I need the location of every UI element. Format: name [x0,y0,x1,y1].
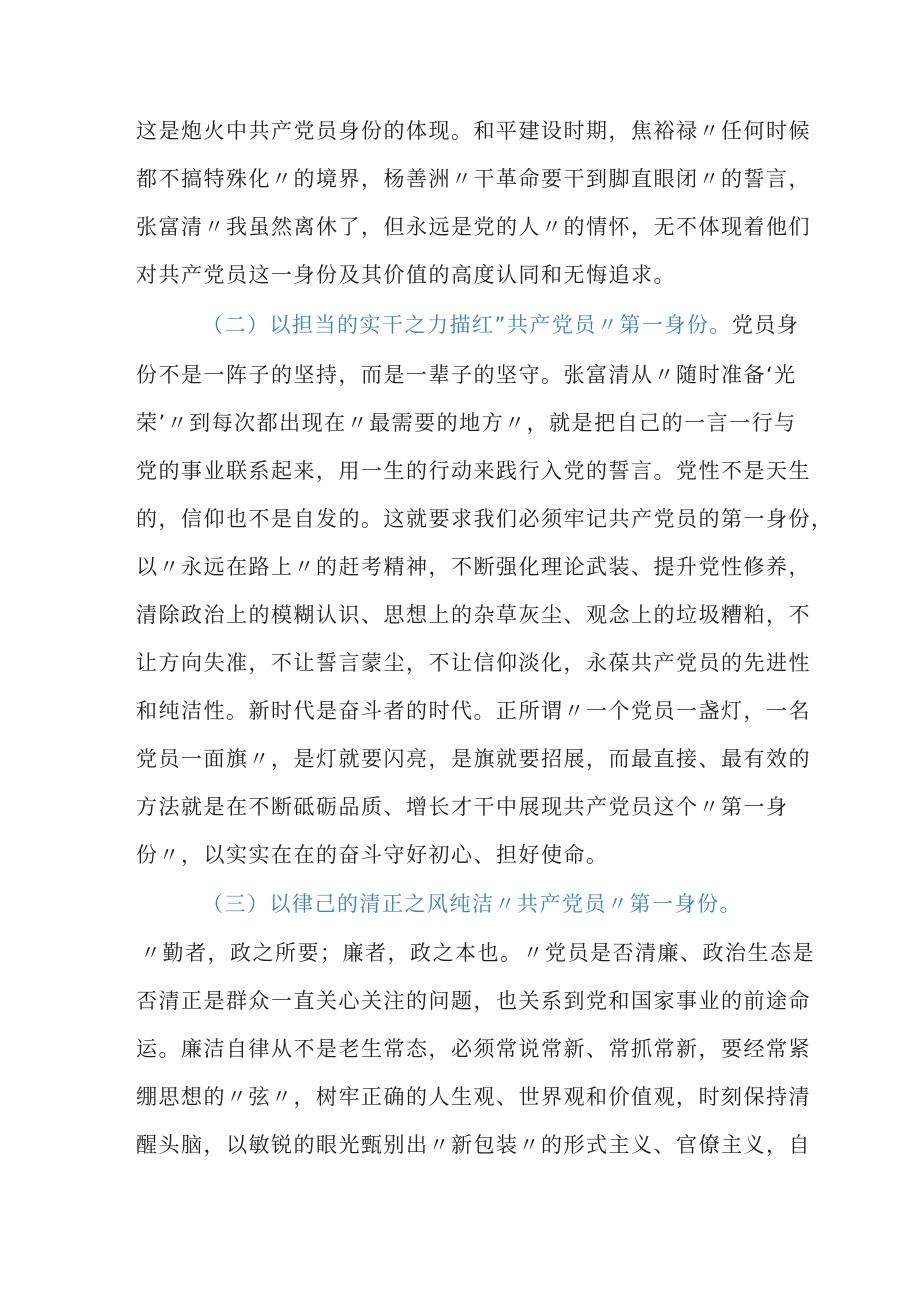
section-heading-two: （二）以担当的实干之力描红”共产党员〃第一身份。 [202,313,732,337]
section-heading-line [202,310,799,340]
text-line: 这是炮火中共产党员身份的体现。和平建设时期，焦裕禄〃任何时候 [136,119,811,143]
text-line: 党的事业联系起来，用一生的行动来践行入党的誓言。党性不是天生 [136,459,811,483]
text-line: 清除政治上的模糊认识、思想上的杂草灰尘、观念上的垃圾糟粕，不 [136,603,811,627]
text-line: 方法就是在不断砥砺品质、增长才干中展现共产党员这个〃第一身 [136,795,789,819]
text-line: 对共产党员这一身份及其价值的高度认同和无悔追求。 [136,263,676,287]
text-line: 都不搞特殊化〃的境界，杨善洲〃干革命要干到脚直眼闭〃的誓言， [136,167,811,191]
text-line: 运。廉洁自律从不是老生常态，必须常说常新、常抓常新，要经常紧 [136,1037,811,1061]
text-line: 让方向失准，不让誓言蒙尘，不让信仰淡化，永葆共产党员的先进性 [136,651,811,675]
text-line: 绷思想的〃弦〃，树牢正确的人生观、世界观和价值观，时刻保持清 [136,1085,811,1109]
text-line: 党员一面旗〃，是灯就要闪亮，是旗就要招展，而最直接、最有效的 [136,747,811,771]
text-line: 醒头脑，以敏锐的眼光甄别出〃新包装〃的形式主义、官僚主义，自 [136,1133,811,1157]
text-line: 荣’〃到每次都出现在〃最需要的地方〃，就是把自己的一言一行与 [136,411,797,435]
text-line: 〃勤者，政之所要；廉者，政之本也。〃党员是否清廉、政治生态是 [140,941,815,965]
text-segment: 党员身 [731,313,800,337]
text-line: 和纯洁性。新时代是奋斗者的时代。正所谓〃一个党员一盏灯，一名 [136,699,811,723]
text-line: 份不是一阵子的坚持，而是一辈子的坚守。张富清从〃随时准备‘光 [136,363,797,387]
text-line: 否清正是群众一直关心关注的问题，也关系到党和国家事业的前途命 [136,989,811,1013]
text-line: 份〃，以实实在在的奋斗守好初心、担好使命。 [136,843,609,867]
section-heading-three: （三）以律己的清正之风纯洁〃共产党员〃第一身份。 [202,892,742,916]
text-line: 张富清〃我虽然离休了，但永远是党的人〃的情怀，无不体现着他们 [136,215,811,239]
text-line: 的，信仰也不是自发的。这就要求我们必须牢记共产党员的第一身份， [136,507,834,531]
text-line: 以〃永远在路上〃的赶考精神，不断强化理论武装、提升党性修养， [136,555,811,579]
